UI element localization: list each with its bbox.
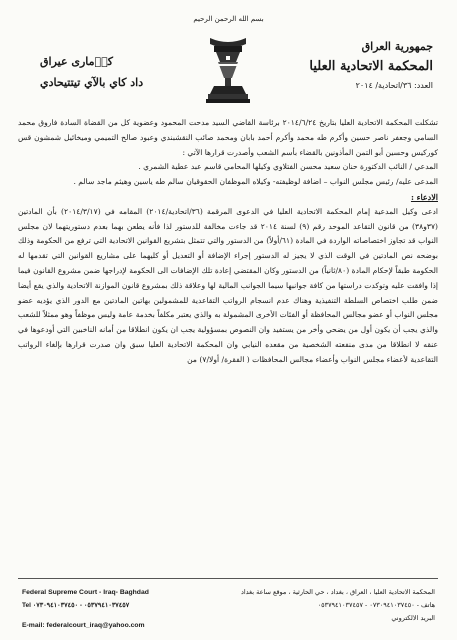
kurdish-republic-title: كو٘مارى عيراق [40,55,113,68]
kurdish-court-title: داد كاي بالآي تيتتيحادي [40,76,144,89]
footer-divider [18,578,438,579]
basmala: بسم الله الرحمن الرحيم [193,15,264,23]
republic-title: جمهورية العراق [361,40,433,53]
court-title: المحكمة الاتحادية العليا [309,59,433,74]
footer-english-address: Federal Supreme Court - Iraq- Baghdad [22,589,149,596]
footer-arabic [241,586,435,625]
header-kurdish [40,55,143,89]
footer-english-phone: Tel ٠٥٣٧٩٤١٠٣٧٤٥٧ - ٠٧٣٠٩٤١٠٣٧٤٥٠ [22,602,130,609]
claim-paragraph: ادعى وكيل المدعية إمام المحكمة الاتحادية العليا في الدعوى المرقمة (٣٦/اتحادية/٢٠١٤) المقامه في (٢٠١٤/٣/١٧) بأن المادتين (٣٧و٣٨) من قانون التقاعد الموحد رقم (٩) لسنة ٢٠١٤ قد جاءت مخالفة للدستور لذا فأنه يطعن بهما بعدم دستوريتهما لان مجلس النواب قد تجاوز اختصاصاته الواردة في المادة (٦١/أولاً) من الدستور والتي تتمثل بتشريع القوانين الاتحادية التي ترفع من الحكومة وذلك بوضحه نص المادتين في الوقت الذي لا يجيز له الدستور إجراء الإضافة أو التعديل أو كليهما على مشاريع القوانين التي تقدمها له الحكومة طبقاً لإحكام المادة (٨٠/ثانياً) من الدستور وكان المقتضي إعادة تلك الإضافات الى الحكومة لإدراجها ضمن مشروع القانون فيما إذا وافقت عليه وتوكدت دراستها من كافة جوانبها سيما الجوانب المالية لها وعلاقة ذلك بمشروع قانون الموازنة الاتحادية والذي يقع أيضا ضمن طلب اختصاص السلطة التنفيذية وهناك عدم انسجام الرواتب التقاعدية للمشمولين بهاتين المادتين مع الدور الذي يؤديه عضو مجلس النواب أو عضو مجالس المحافظة أو الفئات الأخرى المشمولة به والذي يعتبر مكلفاً بخدمة عامة وليس موظفاً وهو ممثلاً للشعب والذي يجب أن يكون أول من يضحي وأخر من يستفيد وان النصوص بمسؤولية يجب ان يكون انطلاقا من أمانه الناخبين التي أودعوها في عنقه لا انطلاقا من مدى منفعته الشخصية من مقعده النيابي وان المحكمة الاتحادية العليا سبق وان صدرت قرارها بإلغاء الرواتب التقاعدية لأعضاء مجلس النواب وأعضاء مجالس المحافظات ( الفقرة/ أولا/٧) من [18,206,439,364]
footer-arabic-email-label: البريد الالكتروني [391,614,435,622]
document-body [18,116,438,368]
footer-arabic-address: المحكمة الاتحادية العليا ، العراق ، بغداد ، حي الحارثية ، موقع ساعة بغداد [241,588,435,596]
footer-english [22,586,149,632]
court-emblem-icon [196,32,260,108]
header-arabic [309,40,433,90]
defendant-paragraph: المدعى عليه/ رئيس مجلس النواب – اضافة لوظيفته- وكيلاه الموظفان الحقوقيان سالم طه ياسين وهيثم ماجد سالم . [73,177,438,187]
claim-heading: الادعاء : [410,191,438,202]
document-number: العدد: ٣٦/اتحادية/ ٢٠١٤ [355,81,433,90]
plaintiff-paragraph: المدعي / النائب الدكتورة حنان سعيد محسن الفتلاوي وكيلها المحامي قاسم عبد عطية الشمري . [138,162,438,172]
footer-email-link[interactable]: E-mail: federalcourt_iraq@yahoo.com [22,622,145,629]
intro-paragraph: تشكلت المحكمة الاتحادية العليا بتاريخ ٢٠١٤/٦/٢٤ برئاسة القاضي السيد مدحت المحمود وعضوية كل من القضاة السادة فاروق محمد السامي وجعفر ناصر حسين وأكرم طه محمد وأكرم أحمد بابان ومحمد صائب النقشبندي وعبود صالح التميمي وميخائيل شمشون قس كوركيس وحسين أبو التمن المأذونين بالقضاء بأسم الشعب وأصدرت قرارها الآتي : [18,118,439,157]
footer-arabic-phone: هاتف - ٠٧٣٠٩٤١٠٣٧٤٥٠ - ٠٥٣٧٩٤١٠٣٧٤٥٧ [317,601,435,609]
